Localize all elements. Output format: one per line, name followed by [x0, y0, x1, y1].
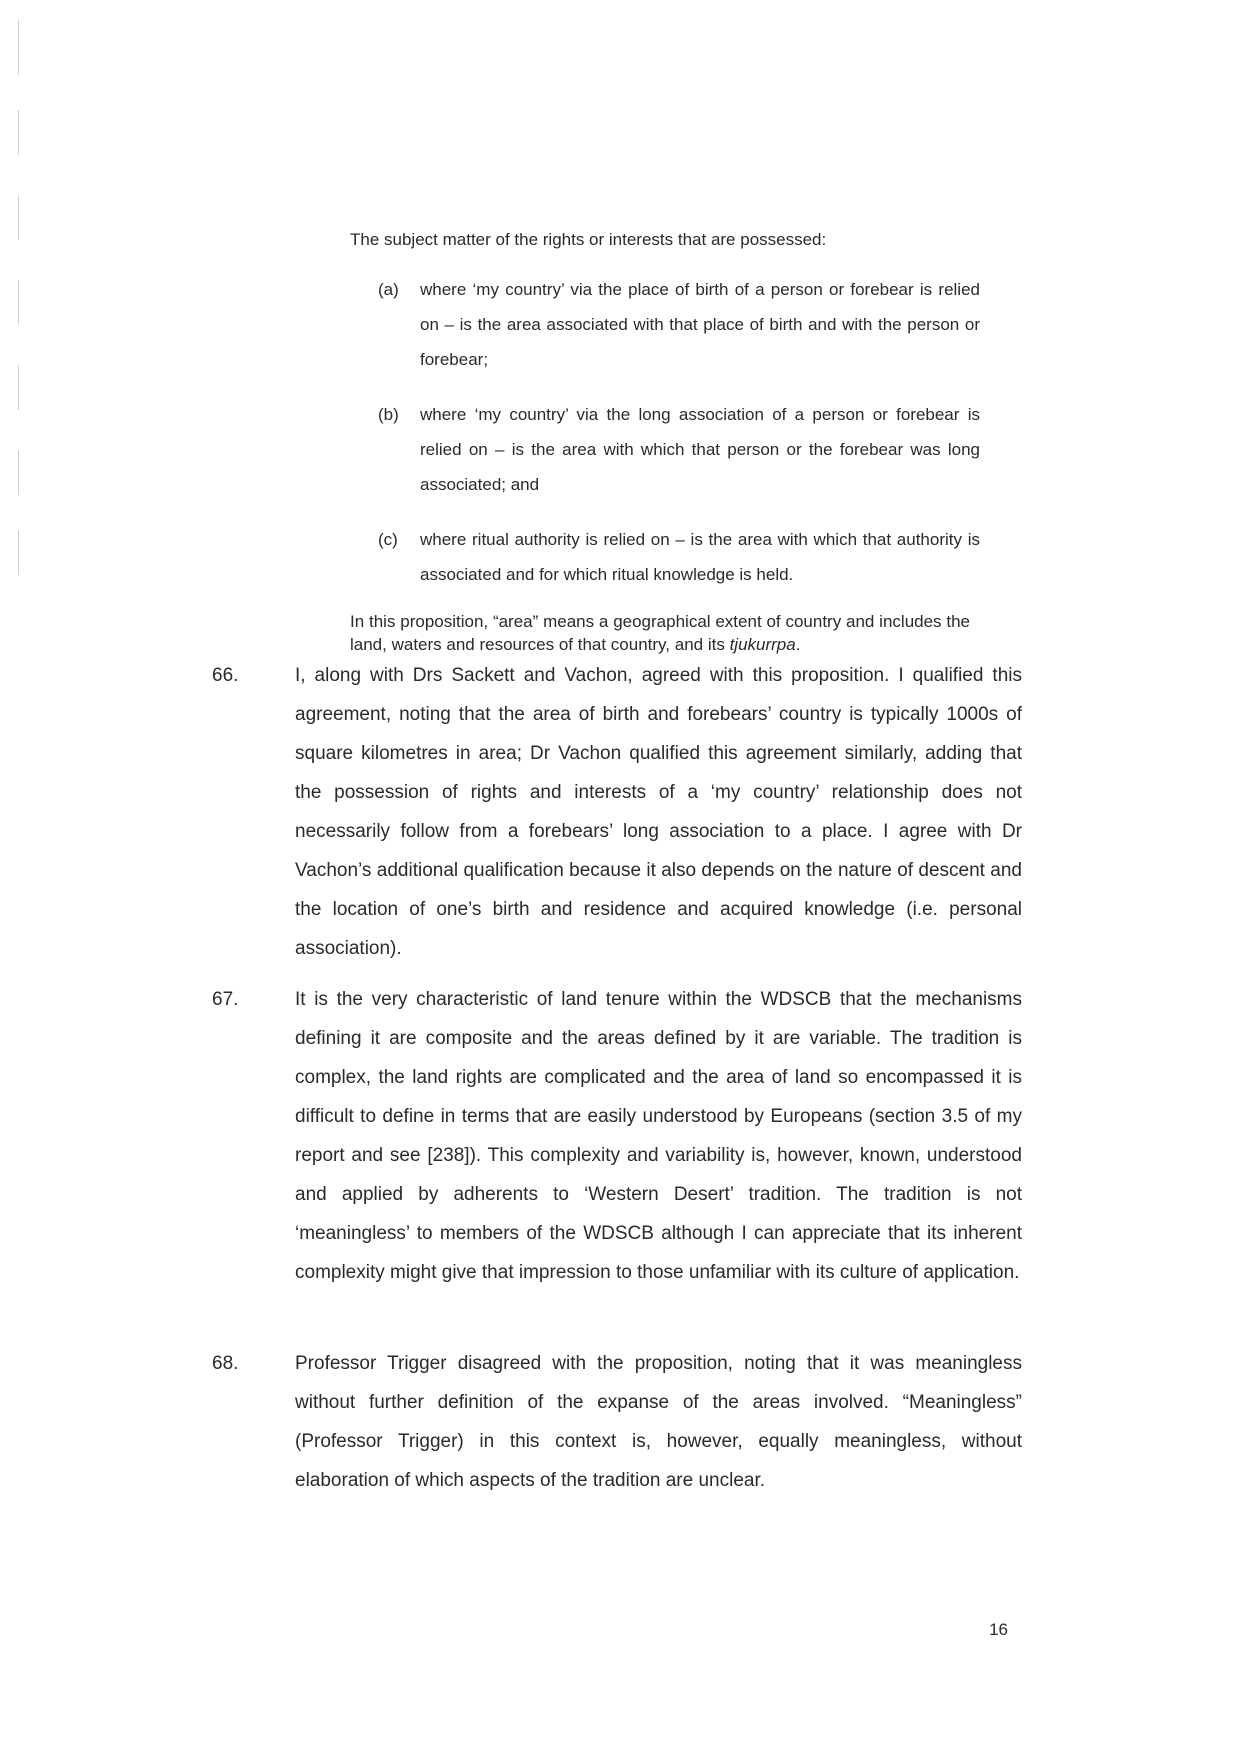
- scan-mark: [18, 110, 19, 155]
- sub-item-b: [350, 397, 980, 502]
- scan-mark: [18, 280, 19, 325]
- sub-item-c: [350, 522, 980, 592]
- scan-mark: [18, 365, 19, 410]
- paragraph-number: 67.: [212, 989, 239, 1010]
- page-number: 16: [989, 1620, 1008, 1639]
- sub-item-letter: (a): [378, 280, 399, 299]
- paragraph-text: It is the very characteristic of land tenure within the WDSCB that the mechanisms defining it are composite and the areas defined by it are variable. The tradition is complex, the land rights are complicated and the area of land so encompassed it is difficult to define in terms that are easily understood by Europeans (section 3.5 of my report and see [238]). This complexity and variability is, however, known, understood and applied by adherents to ‘Western Desert’ tradition. The tradition is not ‘meaningless’ to members of the WDSCB although I can appreciate that its inherent complexity might give that impression to those unfamiliar with its culture of application.: [295, 989, 1022, 1283]
- definition-italic-term: tjukurrpa: [729, 635, 796, 654]
- scan-mark: [18, 450, 19, 495]
- sub-item-text: where ‘my country’ via the place of birth of a person or forebear is relied on – is the area associated with that place of birth and with the person or forebear;: [420, 280, 980, 369]
- area-definition: [350, 610, 980, 656]
- sub-item-letter: (c): [378, 530, 398, 549]
- sub-item-text: where ritual authority is relied on – is the area with which that authority is associated and for which ritual knowledge is held.: [420, 530, 980, 584]
- paragraph-number: 68.: [212, 1353, 239, 1374]
- scan-mark: [18, 530, 19, 575]
- paragraph-text: I, along with Drs Sackett and Vachon, agreed with this proposition. I qualified this agreement, noting that the area of birth and forebears’ country is typically 1000s of square kilometres in area; Dr Vachon qualified this agreement similarly, adding that the possession of rights and interests of a ‘my country’ relationship does not necessarily follow from a forebears’ long association to a place. I agree with Dr Vachon’s additional qualification because it also depends on the nature of descent and the location of one’s birth and residence and acquired knowledge (i.e. personal association).: [295, 665, 1022, 959]
- paragraph-68: [212, 1344, 1022, 1500]
- sub-item-text: where ‘my country’ via the long association of a person or forebear is relied on – is the area with which that person or the forebear was long associated; and: [420, 405, 980, 494]
- paragraph-66: [212, 656, 1022, 968]
- paragraph-67: [212, 980, 1022, 1292]
- quoted-proposition: [350, 228, 980, 673]
- paragraph-number: 66.: [212, 665, 239, 686]
- definition-text: In this proposition, “area” means a geographical extent of country and includes the land, waters and resources of that country, and its: [350, 612, 970, 654]
- sub-item-a: [350, 272, 980, 377]
- quote-intro: The subject matter of the rights or interests that are possessed:: [350, 230, 827, 249]
- paragraph-text: Professor Trigger disagreed with the proposition, noting that it was meaningless without further definition of the expanse of the areas involved. “Meaningless” (Professor Trigger) in this context is, however, equally meaningless, without elaboration of which aspects of the tradition are unclear.: [295, 1353, 1022, 1491]
- sub-item-letter: (b): [378, 405, 399, 424]
- definition-end: .: [795, 635, 801, 654]
- scan-mark: [18, 195, 19, 240]
- scan-mark: [18, 20, 19, 75]
